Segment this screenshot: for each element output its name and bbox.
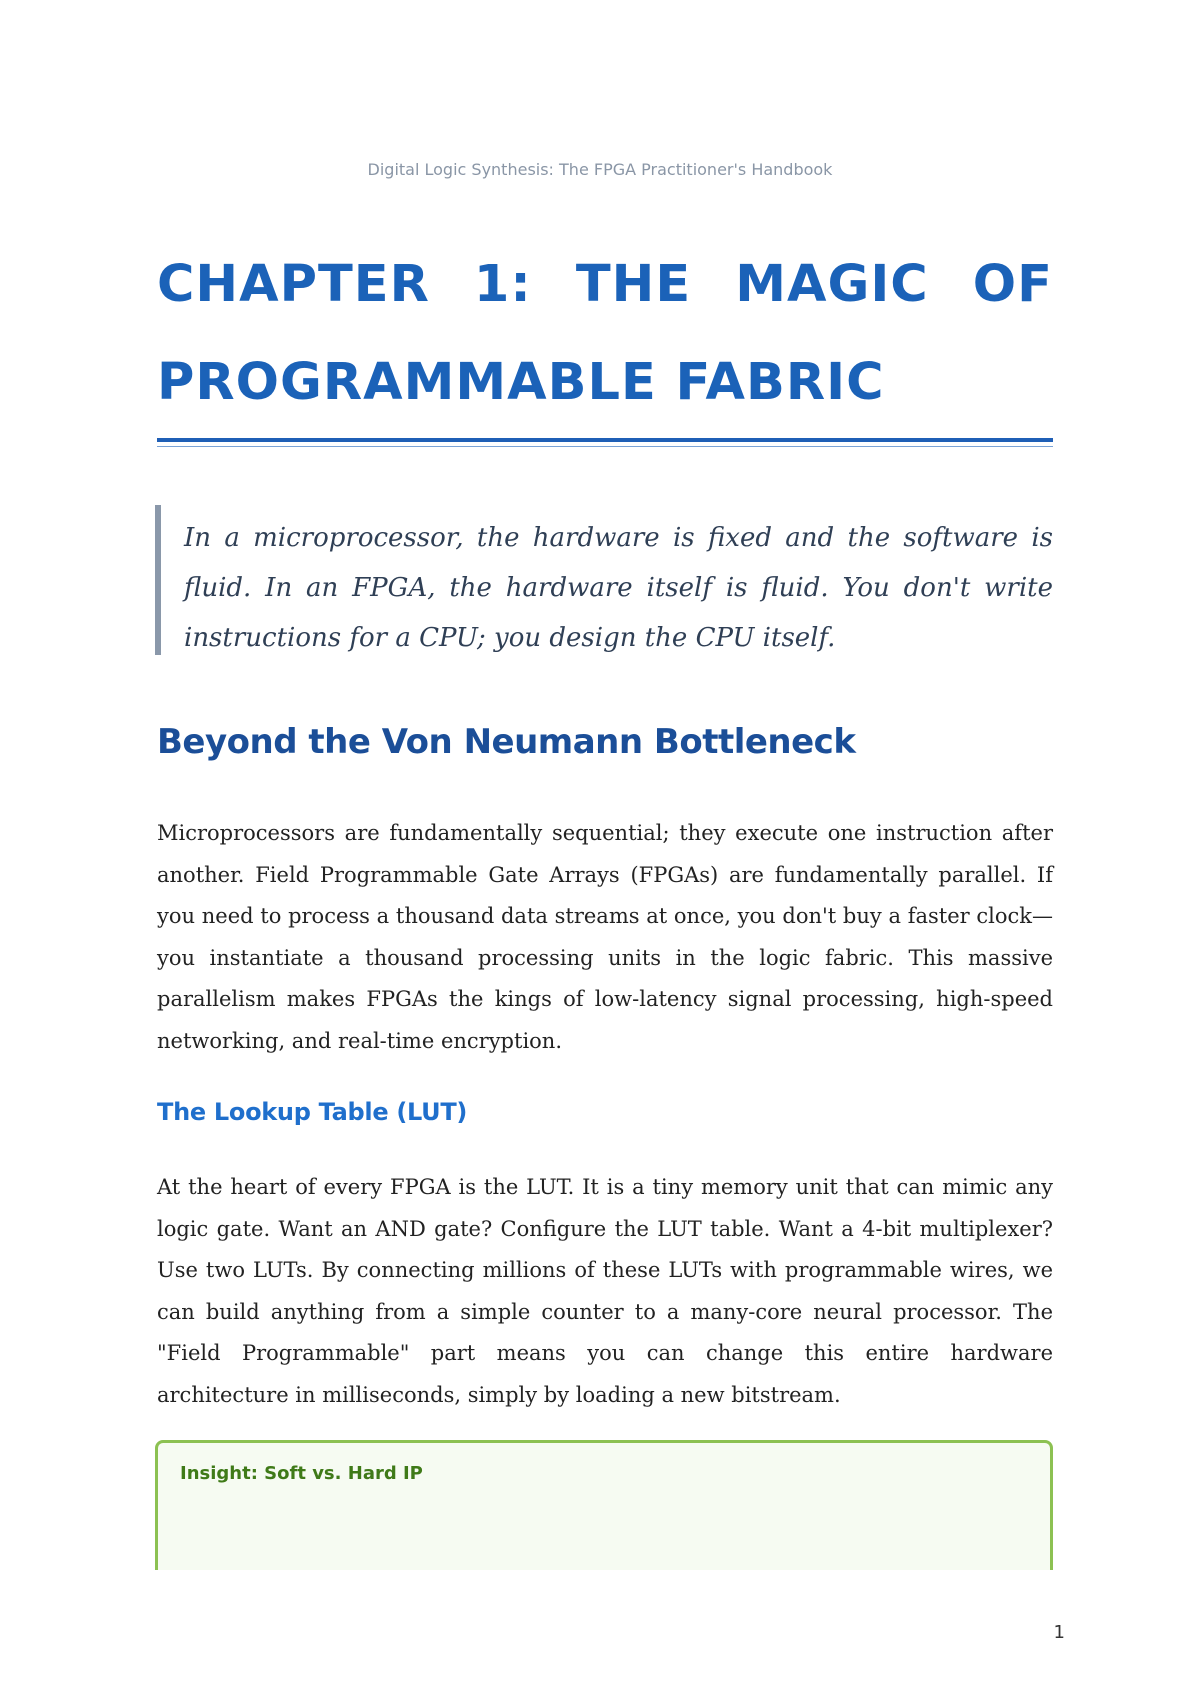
insight-callout	[155, 1440, 1053, 1570]
page-number: 1	[1053, 1622, 1065, 1643]
subsection-paragraph: At the heart of every FPGA is the LUT. It is a tiny memory unit that can mimic any logic gate. Want an AND gate? Configure the LUT table. Want a 4-bit multiplexer? Use two LUTs. By connecting millions of these LUTs with programmable wires, we can build anything from a simple counter to a many-core neural processor. The "Field Programmable" part means you can change this entire hardware architecture in milliseconds, simply by loading a new bitstream.	[157, 1175, 1053, 1407]
running-header: Digital Logic Synthesis: The FPGA Practitioner's Handbook	[367, 160, 833, 179]
chapter-divider	[157, 438, 1053, 442]
epigraph-text: In a microprocessor, the hardware is fixed and the software is fluid. In an FPGA, the hardware itself is fluid. You don't write instructions for a CPU; you design the CPU itself.	[184, 523, 1053, 653]
chapter-divider-thin	[157, 446, 1053, 447]
section-heading: Beyond the Von Neumann Bottleneck	[157, 722, 856, 762]
section-paragraph: Microprocessors are fundamentally sequential; they execute one instruction after another. Field Programmable Gate Arrays (FPGAs) are fundamentally parallel. If you need to process a thousand data streams at once, you don't buy a faster clock—you instantiate a thousand processing units in the logic fabric. This massive parallelism makes FPGAs the kings of low-latency signal processing, high-speed networking, and real-time encryption.	[157, 821, 1053, 1053]
epigraph-blockquote	[155, 505, 1053, 655]
callout-title: Insight: Soft vs. Hard IP	[180, 1463, 423, 1484]
subsection-heading: The Lookup Table (LUT)	[157, 1098, 468, 1126]
chapter-title: CHAPTER 1: THE MAGIC OF PROGRAMMABLE FABRIC	[157, 255, 1053, 412]
